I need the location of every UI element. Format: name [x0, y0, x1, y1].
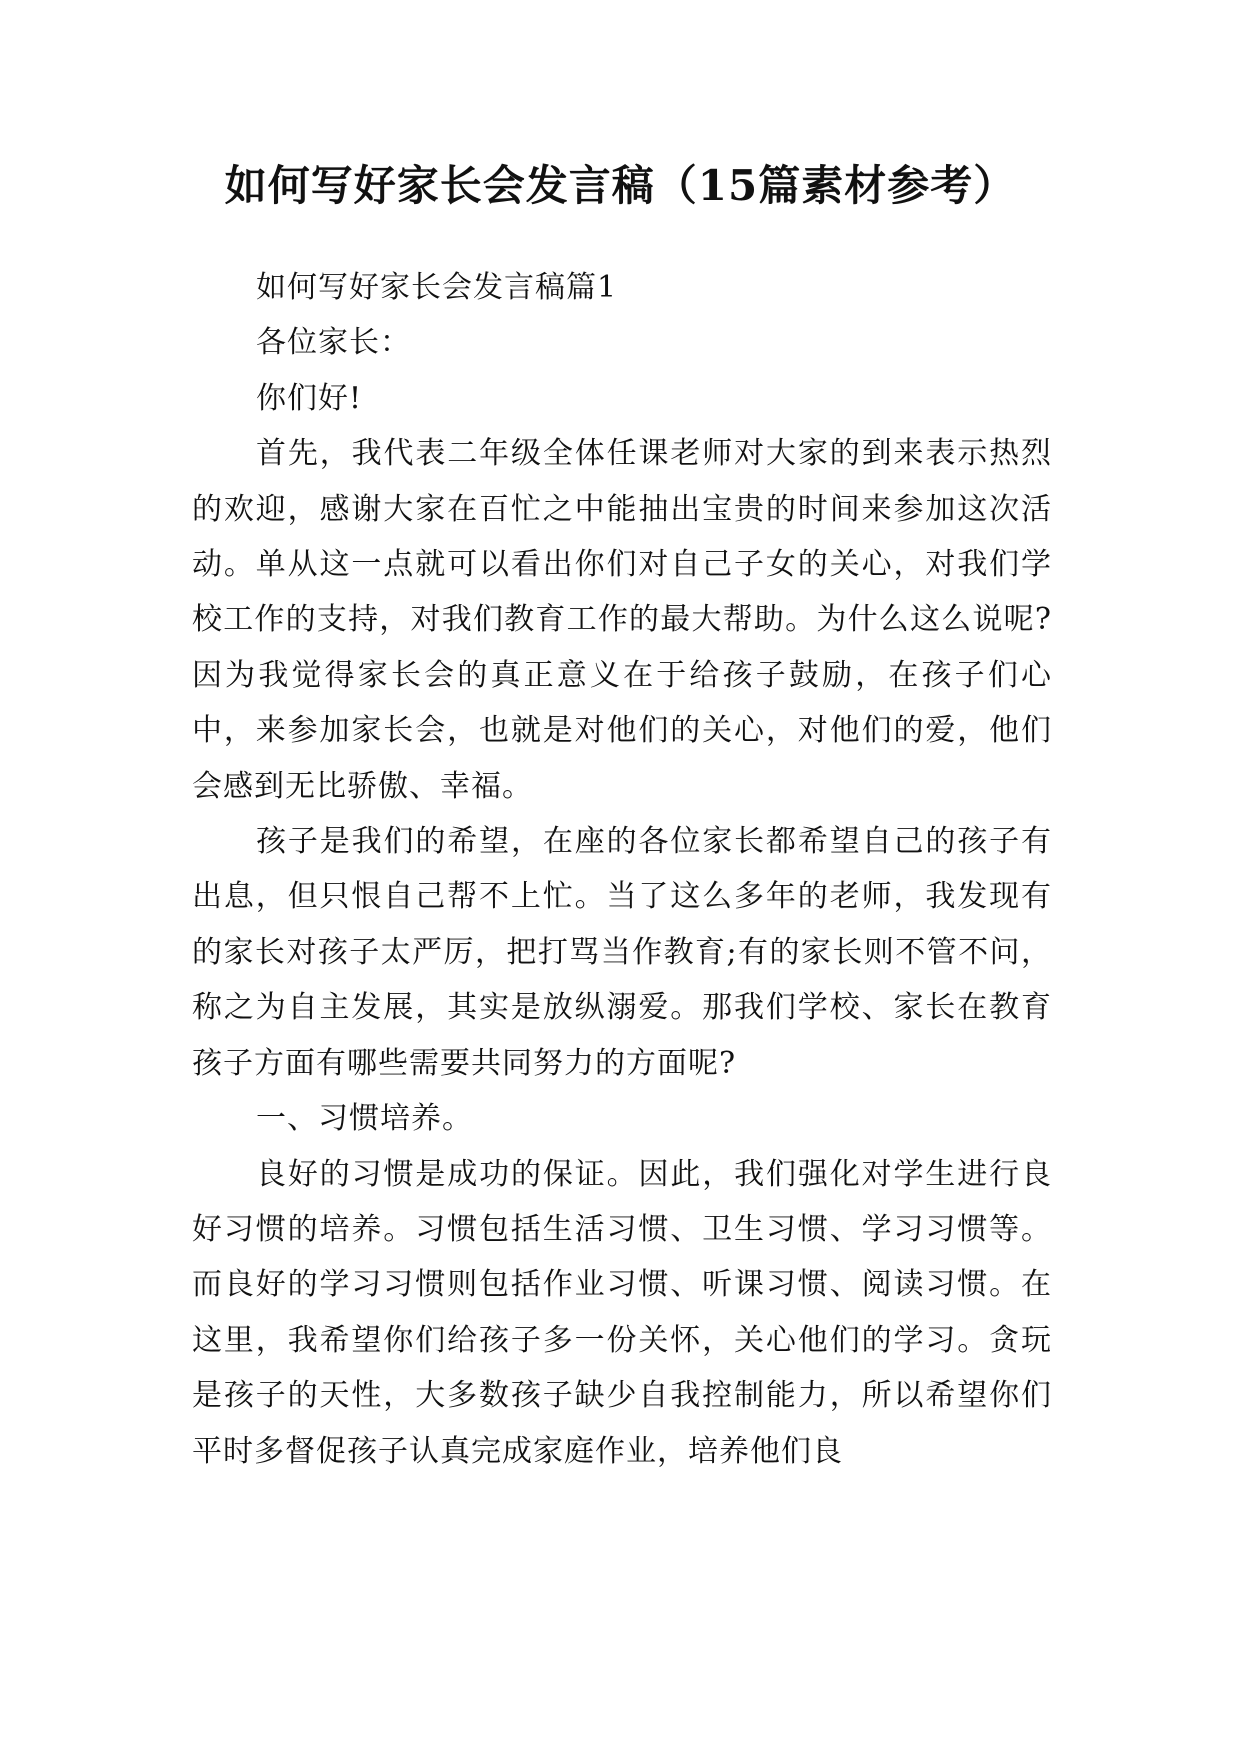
- document-title: 如何写好家长会发言稿（15篇素材参考）: [224, 161, 1017, 210]
- section-heading: 如何写好家长会发言稿篇1: [256, 270, 618, 305]
- document-body: [192, 260, 1052, 1479]
- salutation: 各位家长：: [256, 325, 411, 361]
- body-paragraph: 良好的习惯是成功的保证。因此，我们强化对学生进行良好习惯的培养。习惯包括生活习惯、卫生习惯、学习习惯等。而良好的学习习惯则包括作业习惯、听课习惯、阅读习惯。在这里，我希望你们给孩子多一份关怀，关心他们的学习。贪玩是孩子的天性，大多数孩子缺少自我控制能力，所以希望你们平时多督促孩子认真完成家庭作业，培养他们良: [192, 1156, 1052, 1469]
- body-paragraph: 孩子是我们的希望，在座的各位家长都希望自己的孩子有出息，但只恨自己帮不上忙。当了这么多年的老师，我发现有的家长对孩子太严厉，把打骂当作教育;有的家长则不管不问，称之为自主发展，其实是放纵溺爱。那我们学校、家长在教育孩子方面有哪些需要共同努力的方面呢?: [192, 824, 1052, 1081]
- subsection-heading: 一、习惯培养。: [256, 1101, 473, 1137]
- body-paragraph: 首先，我代表二年级全体任课老师对大家的到来表示热烈的欢迎，感谢大家在百忙之中能抽出宝贵的时间来参加这次活动。单从这一点就可以看出你们对自己子女的关心，对我们学校工作的支持，对我们教育工作的最大帮助。为什么这么说呢?因为我觉得家长会的真正意义在于给孩子鼓励，在孩子们心中，来参加家长会，也就是对他们的关心，对他们的爱，他们会感到无比骄傲、幸福。: [192, 436, 1052, 804]
- greeting: 你们好!: [256, 380, 363, 416]
